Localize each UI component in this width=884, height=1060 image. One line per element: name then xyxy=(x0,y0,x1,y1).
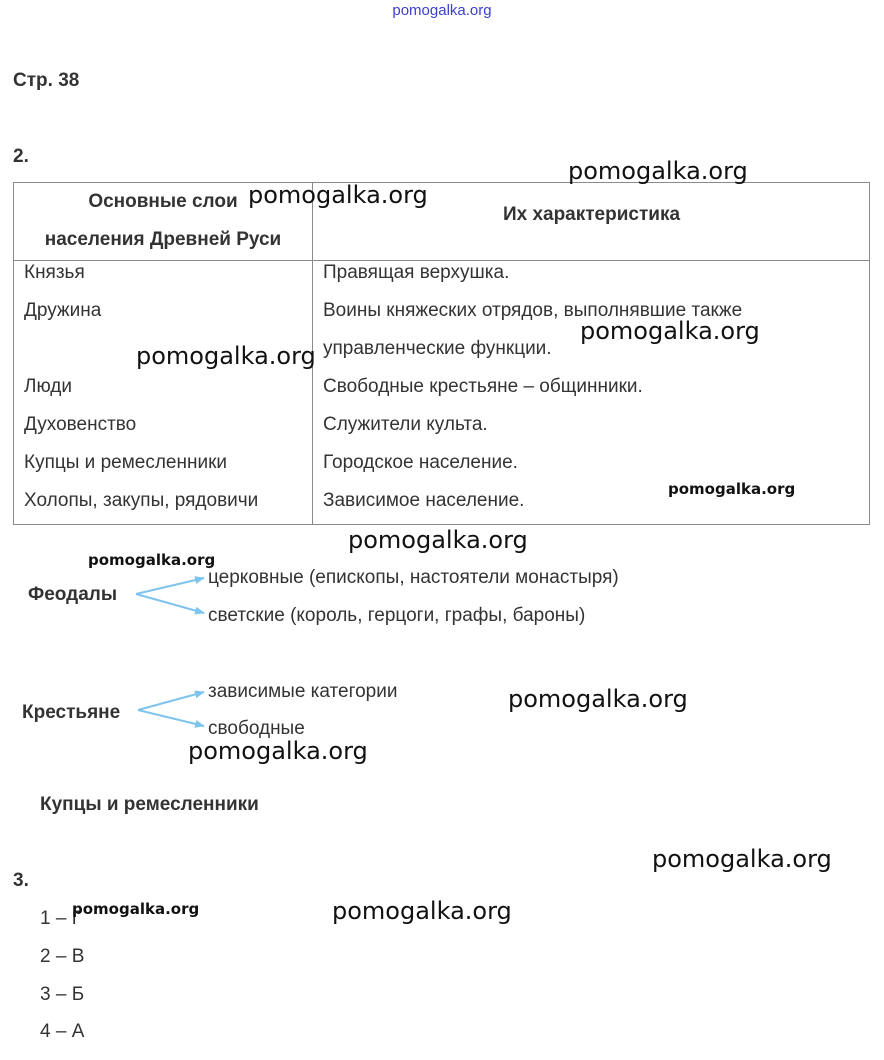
peasants-branch-free: свободные xyxy=(208,718,305,739)
header-line: населения Древней Руси xyxy=(44,229,282,250)
peasants-branch-dependent: зависимые категории xyxy=(208,681,398,702)
table-cell-desc: Городское население. xyxy=(323,452,518,473)
watermark: pomogalka.org xyxy=(72,900,200,918)
task-2-number: 2. xyxy=(13,146,29,167)
feudals-branch-church: церковные (епископы, настоятели монастыря) xyxy=(208,567,619,588)
watermark: pomogalka.org xyxy=(88,551,216,569)
table-cell-desc: Свободные крестьяне – общинники. xyxy=(323,376,643,397)
arrow xyxy=(136,594,204,613)
page-label: Стр. 38 xyxy=(13,70,80,91)
arrow xyxy=(136,578,204,594)
arrow xyxy=(138,692,204,710)
table-cell-desc: Зависимое население. xyxy=(323,490,525,511)
answer-item: 4 – А xyxy=(40,1021,85,1042)
arrow xyxy=(138,710,204,726)
table-cell-desc: Воины княжеских отрядов, выполнявшие также xyxy=(323,300,743,321)
watermark: pomogalka.org xyxy=(136,342,316,370)
watermark: pomogalka.org xyxy=(652,845,832,873)
task-3-number: 3. xyxy=(13,870,29,891)
watermark: pomogalka.org xyxy=(188,737,368,765)
peasants-label: Крестьяне xyxy=(22,702,121,723)
table-cell-desc: Служители культа. xyxy=(323,414,488,435)
merchants-label: Купцы и ремесленники xyxy=(40,794,259,815)
watermark: pomogalka.org xyxy=(508,685,688,713)
watermark: pomogalka.org xyxy=(580,317,760,345)
table-header-characteristics: Их характеристика xyxy=(502,204,681,225)
watermark: pomogalka.org xyxy=(332,897,512,925)
feudals-branch-secular: светские (король, герцоги, графы, бароны) xyxy=(208,605,586,626)
watermark: pomogalka.org xyxy=(568,157,748,185)
watermark: pomogalka.org xyxy=(248,181,428,209)
table-cell-layer: Люди xyxy=(24,376,73,397)
header-line: Основные слои xyxy=(88,191,238,212)
watermark: pomogalka.org xyxy=(668,480,796,498)
watermark: pomogalka.org xyxy=(348,526,528,554)
site-link[interactable]: pomogalka.org xyxy=(392,2,492,19)
answer-item: 3 – Б xyxy=(40,984,85,1005)
table-cell-layer: Князья xyxy=(24,262,85,283)
table-cell-desc: Правящая верхушка. xyxy=(323,262,510,283)
table-cell-layer: Холопы, закупы, рядовичи xyxy=(24,490,259,511)
table-cell-layer: Купцы и ремесленники xyxy=(24,452,228,473)
feudals-label: Феодалы xyxy=(28,584,118,605)
table-cell-layer: Духовенство xyxy=(24,414,137,435)
answer-item: 1 – Г xyxy=(40,908,82,929)
table-cell-desc: управленческие функции. xyxy=(323,338,552,359)
table-cell-layer: Дружина xyxy=(24,300,102,321)
answer-item: 2 – В xyxy=(40,946,85,967)
